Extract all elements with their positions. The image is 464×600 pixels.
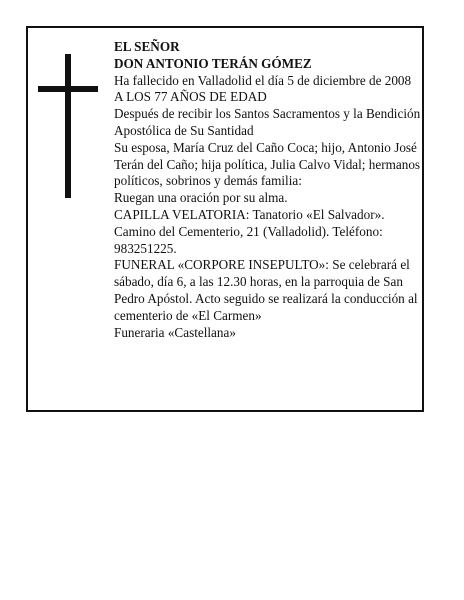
- obituary-notice: [26, 26, 424, 412]
- age-line: A LOS 77 AÑOS DE EDAD: [114, 89, 267, 105]
- obituary-text: [114, 39, 426, 341]
- family-line: Su esposa, María Cruz del Caño Coca; hijo, Antonio José Terán del Caño; hija política, Julia Calvo Vidal; hermanos políticos, sobrinos y demás familia:: [114, 139, 421, 189]
- funeral-line: FUNERAL «CORPORE INSEPULTO»: Se celebrará el sábado, día 6, a las 12.30 horas, en la parroquia de San Pedro Apóstol. Acto seguido se realizará la conducción al cementerio de «El Carmen»: [114, 257, 418, 323]
- latin-cross-icon: [38, 54, 98, 198]
- title-line: EL SEÑOR: [114, 39, 180, 54]
- chapel-line: CAPILLA VELATORIA: Tanatorio «El Salvador». Camino del Cementerio, 21 (Valladolid). Teléfono: 983251225.: [114, 206, 385, 256]
- sacraments-line: Después de recibir los Santos Sacramentos y la Bendición Apostólica de Su Santidad: [114, 106, 421, 138]
- cross-horizontal-bar: [38, 86, 98, 92]
- funeral-home-line: Funeraria «Castellana»: [114, 324, 236, 340]
- cross-vertical-bar: [65, 54, 71, 198]
- name-line: DON ANTONIO TERÁN GÓMEZ: [114, 55, 312, 71]
- prayer-line: Ruegan una oración por su alma.: [114, 190, 288, 206]
- death-line: Ha fallecido en Valladolid el día 5 de diciembre de 2008: [114, 72, 412, 88]
